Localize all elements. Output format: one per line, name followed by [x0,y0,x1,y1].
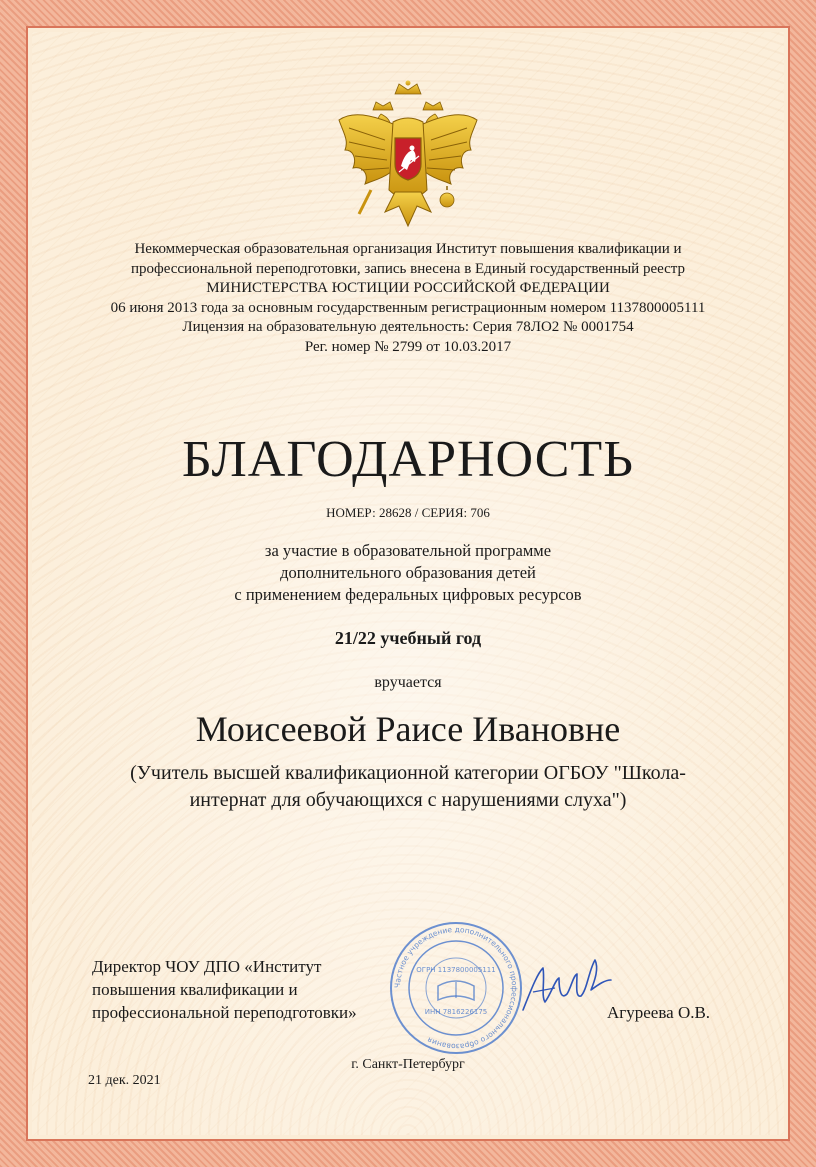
program-line: дополнительного образования детей [280,563,536,582]
certificate-number: НОМЕР: 28628 / СЕРИЯ: 706 [326,505,490,520]
program-description [0,540,816,606]
certificate-title: БЛАГОДАРНОСТЬ [181,431,635,488]
org-line: Некоммерческая образовательная организация Институт повышения квалификации и [134,241,682,257]
recipient-name: Моисеевой Раисе Ивановне [195,709,621,749]
signature-icon [515,950,615,1020]
organization-details [80,240,736,357]
position-line: интернат для обучающихся с нарушениями слуха") [189,789,627,811]
coat-of-arms-icon [335,80,481,232]
director-title-line: повышения квалификации и [92,980,298,999]
org-line: профессиональной переподготовки, запись внесена в Единый государственный реестр [130,260,686,277]
svg-text:ИНН 7816226175: ИНН 7816226175 [424,1008,488,1016]
org-line: Рег. номер № 2799 от 10.03.2017 [304,338,512,355]
recipient-position [0,760,816,814]
seal-stamp-icon [388,920,524,1056]
city: г. Санкт-Петербург [351,1057,465,1072]
program-line: с применением федеральных цифровых ресурсов [234,585,582,604]
svg-text:Частное учреждение дополнитель: Частное учреждение дополнительного профессионального образования [392,924,520,1052]
org-line: Лицензия на образовательную деятельность: Серия 78ЛО2 № 0001754 [182,319,634,335]
director-name: Агуреева О.В. [607,1003,711,1022]
director-title-line: профессиональной переподготовки» [92,1003,357,1022]
org-line: МИНИСТЕРСТВА ЮСТИЦИИ РОССИЙСКОЙ ФЕДЕРАЦИИ [206,280,610,296]
org-line: 06 июня 2013 года за основным государственным регистрационным номером 1137800005111 [110,299,706,316]
program-line: за участие в образовательной программе [264,541,552,560]
position-line: (Учитель высшей квалификационной категории ОГБОУ "Школа- [130,762,686,784]
awarded-text: вручается [374,674,442,691]
svg-text:ОГРН 1137800005111: ОГРН 1137800005111 [416,966,496,974]
issue-date: 21 дек. 2021 [88,1073,161,1088]
director-title [92,955,357,1024]
director-title-line: Директор ЧОУ ДПО «Институт [92,957,322,976]
school-year: 21/22 учебный год [334,628,482,648]
